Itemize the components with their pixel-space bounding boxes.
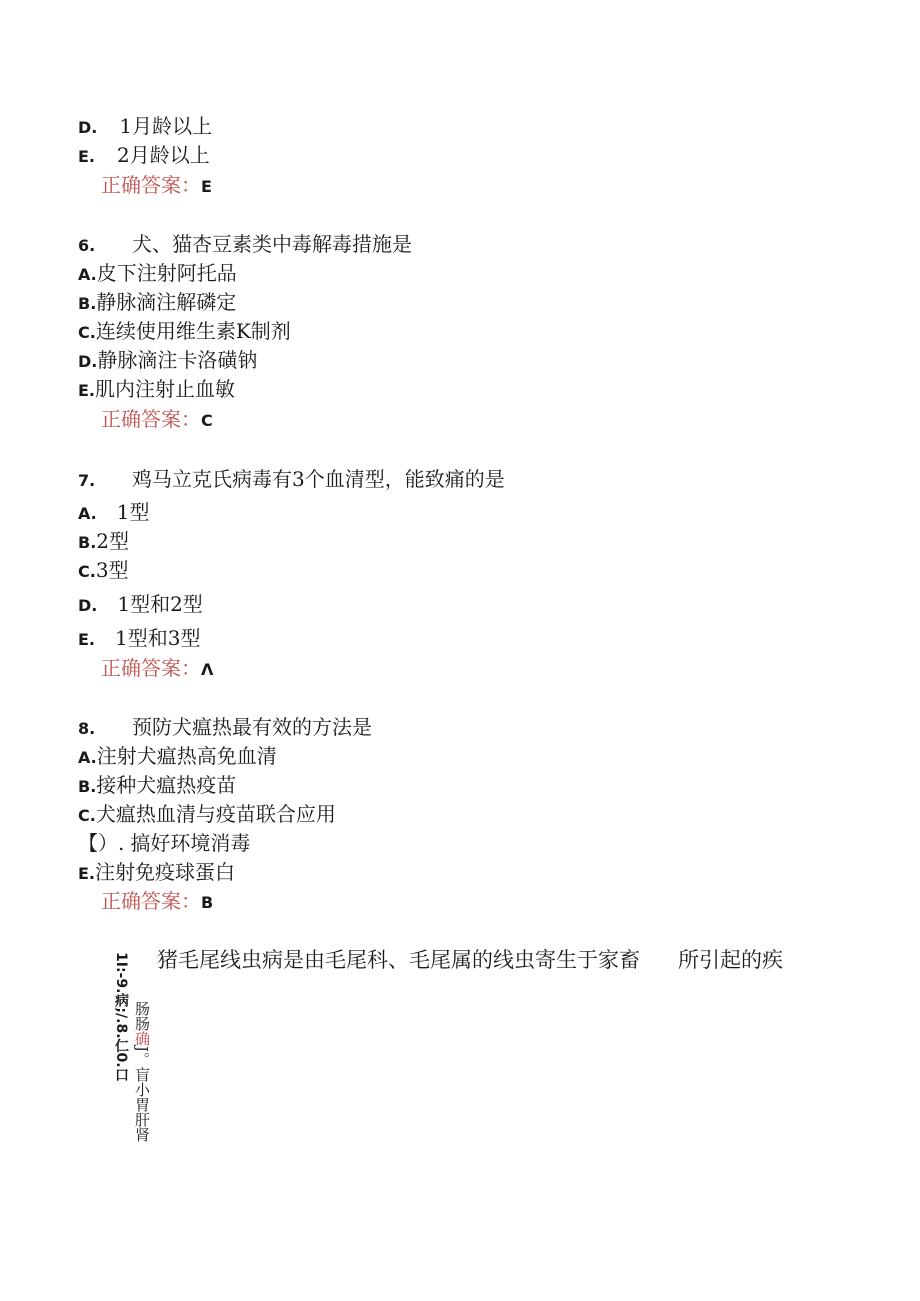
question-8: 8. 预防犬瘟热最有效的方法是: [78, 715, 372, 739]
question-6: 6. 犬、猫杏豆素类中毒解毒措施是: [78, 232, 412, 256]
option-d: 【）. 搞好环境消毒: [78, 831, 251, 855]
option-a: A. 1型: [78, 500, 150, 524]
correct-answer: 正确答案：C: [101, 407, 213, 431]
correct-answer: 正确答案：B: [101, 889, 214, 913]
vertical-text-column-2: 肠肠确J。盲小胃肝肾: [133, 1001, 151, 1143]
option-c: C.犬瘟热血清与疫苗联合应用: [78, 802, 336, 826]
option-a: A.注射犬瘟热高免血清: [78, 744, 277, 768]
option-e: E.肌内注射止血敏: [78, 377, 236, 401]
option-c: C.连续使用维生素K制剂: [78, 319, 291, 343]
option-b: B.静脉滴注解磷定: [78, 290, 237, 314]
option-e: E. 2月龄以上: [78, 143, 210, 167]
option-d: D. 1月龄以上: [78, 114, 213, 138]
option-a: A.皮下注射阿托品: [78, 261, 237, 285]
question-9: 猪毛尾线虫病是由毛尾科、毛尾属的线虫寄生于家畜 所引起的疾: [157, 948, 783, 972]
vertical-text-column-1: 1I:-9.病;/.8.仁0.口: [113, 952, 129, 1082]
option-b: B.2型: [78, 529, 130, 553]
option-d: D. 1型和2型: [78, 592, 203, 616]
option-e: E. 1型和3型: [78, 626, 201, 650]
correct-answer: 正确答案：Λ: [101, 656, 214, 680]
question-7: 7. 鸡马立克氏病毒有3个血清型，能致痛的是: [78, 467, 505, 491]
option-b: B.接种犬瘟热疫苗: [78, 773, 237, 797]
correct-answer: 正确答案：E: [101, 173, 212, 197]
option-c: C.3型: [78, 558, 129, 582]
option-d: D.静脉滴注卡洛磺钠: [78, 348, 258, 372]
option-e: E.注射免疫球蛋白: [78, 860, 236, 884]
